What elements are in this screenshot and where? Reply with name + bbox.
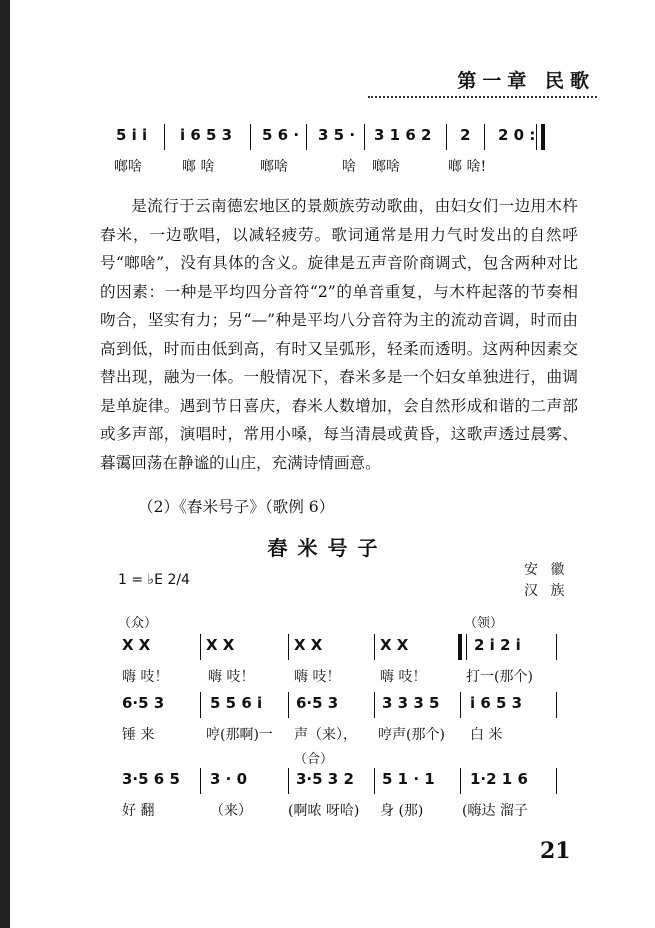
lyric: 嗨 吱！ — [294, 669, 341, 685]
lyric: （来） — [210, 803, 252, 819]
song-subheading: （2）《舂米号子》（歌例 6） — [138, 498, 335, 516]
lyric: 啷啥 — [372, 159, 400, 175]
measure-note: X X — [294, 636, 323, 654]
measure-note: 1·2 1 6 — [470, 770, 528, 788]
lyric: 声（来）， — [294, 727, 357, 743]
measure-note: 3 3 3 5 — [382, 694, 440, 712]
lyric: 啷啥 — [114, 159, 142, 175]
measure-note: 6·5 3 — [296, 694, 339, 712]
measure-note: 3·5 3 2 — [296, 770, 354, 788]
lyric: 啥 — [342, 159, 356, 175]
measure-note: 3 · 0 — [210, 770, 248, 788]
song-title: 舂米号子 — [267, 536, 388, 560]
measure-note: 5 6 · — [262, 126, 300, 144]
key-signature: 1 = ♭E 2/4 — [118, 572, 190, 588]
lyric: 啷啥 — [260, 159, 288, 175]
lyric: 锤 来 — [122, 727, 155, 743]
measure-note: 3·5 6 5 — [122, 770, 180, 788]
lyric: 啷 啥 — [182, 159, 215, 175]
song-region — [524, 560, 568, 602]
page-number: 21 — [540, 838, 571, 864]
page-edge — [0, 0, 10, 928]
measure-note: 2 — [460, 126, 471, 144]
measure-note: 3 1 6 2 — [374, 126, 432, 144]
chapter-header: 第一章 民歌 — [457, 70, 595, 92]
mark-unison: （合） — [294, 752, 334, 767]
lyric: 哼声(那个) — [378, 727, 445, 743]
measure-note: X X — [380, 636, 409, 654]
mark-lead: （领） — [464, 616, 504, 631]
measure-note: 5 i i — [116, 126, 148, 144]
region-province: 安 徽 — [524, 562, 569, 578]
body-paragraph — [100, 192, 578, 477]
measure-note: 2 i 2 i — [474, 636, 521, 654]
lyric: 打一(那个) — [466, 669, 533, 685]
header-rule — [368, 96, 597, 98]
measure-note: i 6 5 3 — [180, 126, 233, 144]
lyric: 身 (那) — [380, 803, 424, 819]
lyric: (嗨达 溜子 — [462, 803, 528, 819]
lyric: 哼(那啊)一 — [206, 727, 273, 743]
region-ethnicity: 汉 族 — [524, 583, 569, 599]
measure-note: 2 0 : — [498, 126, 536, 144]
measure-note: 5 1 · 1 — [382, 770, 435, 788]
lyric: 嗨 吱！ — [380, 669, 427, 685]
measure-note: X X — [206, 636, 235, 654]
lyric: 嗨 吱！ — [122, 669, 169, 685]
lyric: 好 翻 — [122, 803, 155, 819]
lyric: (啊哝 呀哈) — [288, 803, 360, 819]
lyric: 嗨 吱！ — [208, 669, 255, 685]
mark-all: （众） — [118, 616, 158, 631]
measure-note: X X — [122, 636, 151, 654]
measure-note: 3 5 · — [318, 126, 356, 144]
measure-note: 5 5 6 i — [210, 694, 263, 712]
lyric: 啷 啥! — [448, 159, 487, 175]
measure-note: i 6 5 3 — [470, 694, 523, 712]
paragraph-text: 是流行于云南德宏地区的景颇族劳动歌曲，由妇女们一边用木杵舂米，一边歌唱，以减轻疲劳。歌词通常是用力气时发出的自然呼号“啷啥”，没有具体的含义。旋律是五声音阶商调式，包含两种对比的因素：一种是平均四分音符“2”的单音重复，与木杵起落的节奏相吻合，坚实有力；另“—”种是平均八分音符为主的流动音调，时而由高到低，时而由低到高，有时又呈弧形，轻柔而透明。这两种因素交替出现，融为一体。一般情况下，舂米多是一个妇女单独进行，曲调是单旋律。遇到节日喜庆，舂米人数增加，会自然形成和谐的二声部或多声部，演唱时，常用小嗓，每当清晨或黄昏，这歌声透过晨雾、暮霭回荡在静谧的山庄，充满诗情画意。 — [100, 197, 578, 472]
measure-note: 6·5 3 — [122, 694, 165, 712]
lyric: 白 米 — [470, 727, 503, 743]
